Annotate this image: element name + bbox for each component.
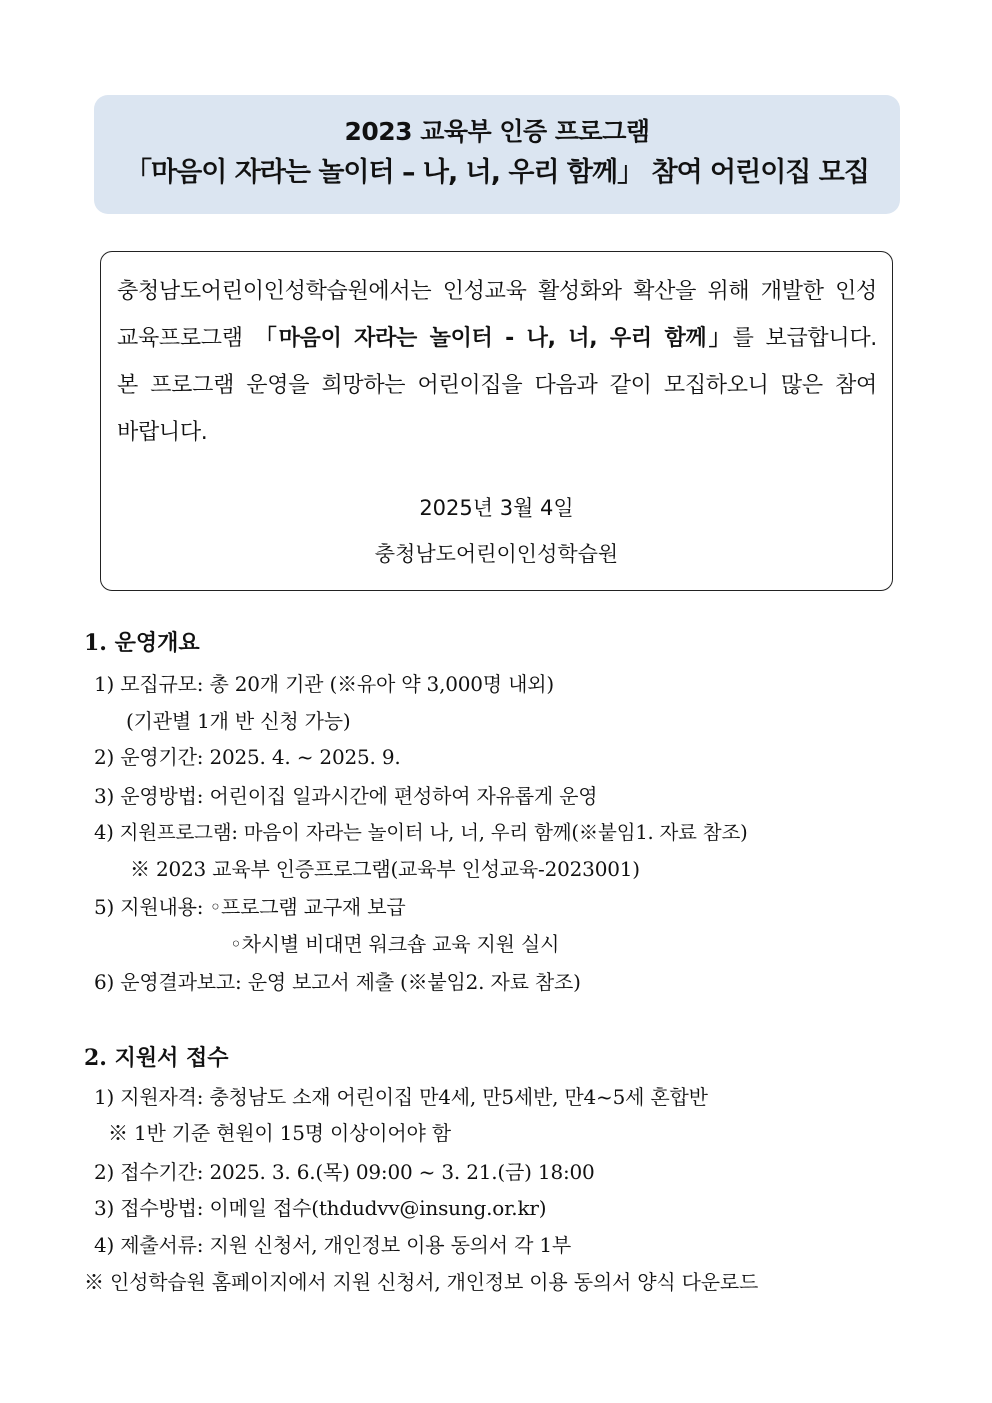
list-item: (기관별 1개 반 신청 가능) <box>126 709 351 733</box>
page-title: 2023 교육부 인증 프로그램 <box>344 117 650 146</box>
intro-box <box>100 251 893 591</box>
list-item: ※ 1반 기준 현원이 15명 이상이어야 함 <box>108 1121 451 1145</box>
intro-text-after: 를 보급합니다. 본 프로그램 운영을 희망하는 어린이집을 다음과 같이 모집하오니 많은 참여 바랍니다. <box>117 326 877 445</box>
list-item: ◦차시별 비대면 워크숍 교육 지원 실시 <box>230 932 560 956</box>
page-subtitle: 「마음이 자라는 놀이터 – 나, 너, 우리 함께」 참여 어린이집 모집 <box>125 157 869 188</box>
section1-title: 1. 운영개요 <box>84 630 200 656</box>
list-item: 6) 운영결과보고: 운영 보고서 제출 (※붙임2. 자료 참조) <box>94 970 581 994</box>
title-box <box>94 95 900 214</box>
list-item: 4) 제출서류: 지원 신청서, 개인정보 이용 동의서 각 1부 <box>94 1233 572 1257</box>
intro-text-before: 충청남도어린이인성학습원에서는 인성교육 활성화와 확산을 위해 개발한 인성교육프로그램 <box>117 279 877 351</box>
list-item: 1) 지원자격: 충청남도 소재 어린이집 만4세, 만5세반, 만4~5세 혼합반 <box>94 1085 708 1109</box>
list-item: ※ 인성학습원 홈페이지에서 지원 신청서, 개인정보 이용 동의서 양식 다운로드 <box>84 1270 759 1294</box>
list-item: 2) 접수기간: 2025. 3. 6.(목) 09:00 ~ 3. 21.(금) 18:00 <box>94 1160 595 1184</box>
list-item: 4) 지원프로그램: 마음이 자라는 놀이터 나, 너, 우리 함께(※붙임1. 자료 참조) <box>94 821 748 844</box>
section2-title: 2. 지원서 접수 <box>84 1045 229 1071</box>
list-item: 3) 접수방법: 이메일 접수(thdudvv@insung.or.kr) <box>94 1196 547 1220</box>
intro-program-name: 「마음이 자라는 놀이터 - 나, 너, 우리 함께」 <box>254 326 733 351</box>
intro-paragraph <box>117 268 877 456</box>
list-item: 2) 운영기간: 2025. 4. ~ 2025. 9. <box>94 745 401 769</box>
intro-date: 2025년 3월 4일 <box>419 496 574 520</box>
list-item: ※ 2023 교육부 인증프로그램(교육부 인성교육-2023001) <box>130 857 640 881</box>
list-item: 5) 지원내용: ◦프로그램 교구재 보급 <box>94 895 406 919</box>
list-item: 1) 모집규모: 총 20개 기관 (※유아 약 3,000명 내외) <box>94 672 554 696</box>
intro-org: 충청남도어린이인성학습원 <box>374 542 619 566</box>
list-item: 3) 운영방법: 어린이집 일과시간에 편성하여 자유롭게 운영 <box>94 784 598 808</box>
